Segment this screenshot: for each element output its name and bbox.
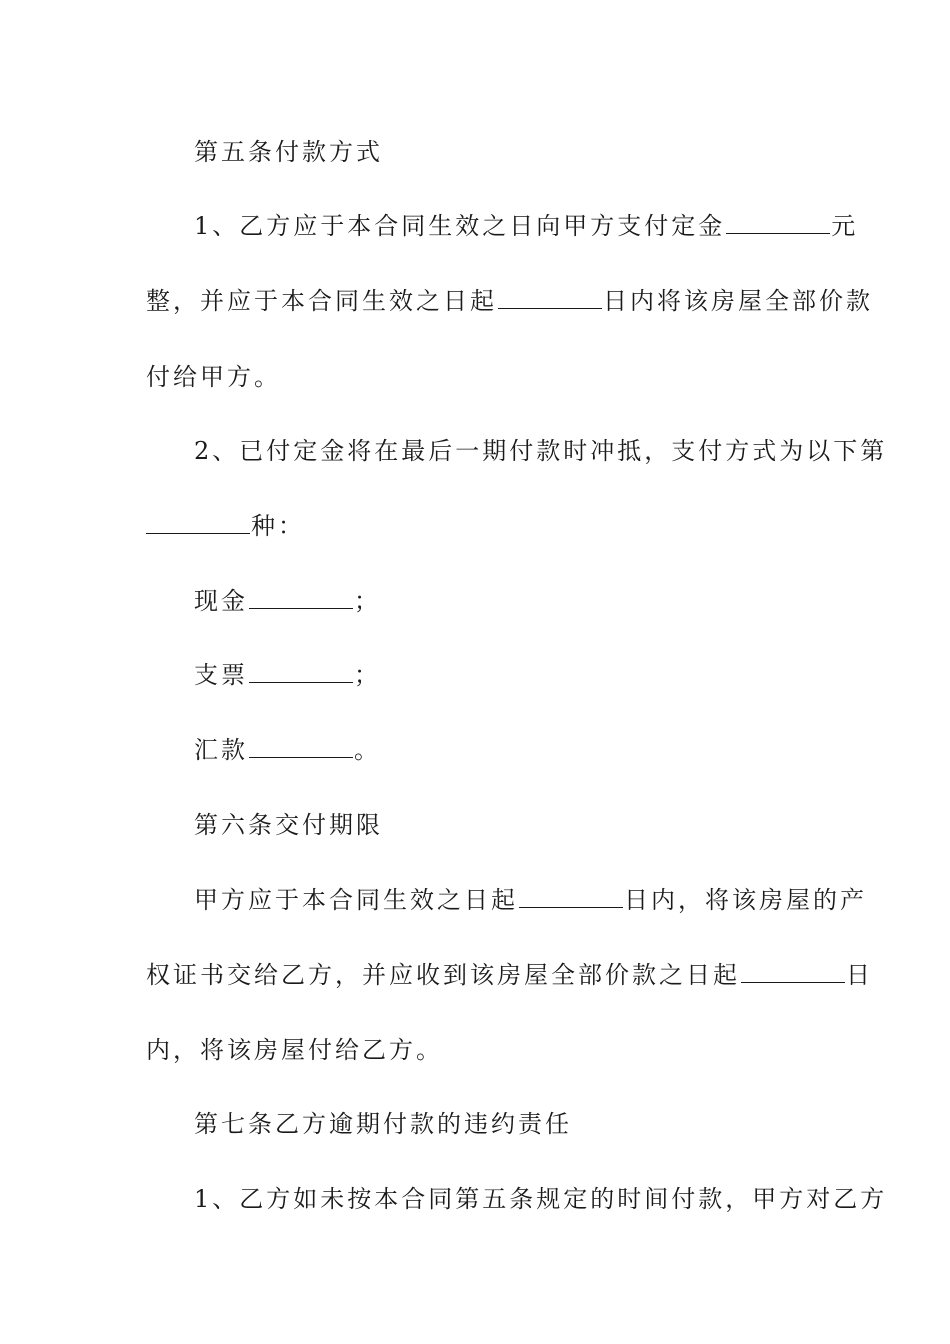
option-label: 支票 (194, 661, 248, 689)
text-segment: 权证书交给乙方，并应收到该房屋全部价款之日起 (146, 961, 740, 989)
text-segment: 甲方应于本合同生效之日起 (194, 886, 518, 914)
article-6-p1-line3 (146, 1035, 806, 1065)
text-segment: 日 (846, 961, 873, 989)
fill-in-blank-deposit[interactable] (726, 213, 830, 234)
text-segment: 2、已付定金将在最后一期付款时冲抵，支付方式为以下第 (194, 437, 888, 465)
option-end: ； (354, 587, 381, 615)
article-5-heading (194, 137, 806, 167)
text-segment: 内，将该房屋付给乙方。 (146, 1036, 443, 1064)
payment-option-cash (194, 586, 806, 616)
text-segment: 整，并应于本合同生效之日起 (146, 287, 497, 315)
text-segment: 日内，将该房屋的产 (624, 886, 867, 914)
option-label: 汇款 (194, 736, 248, 764)
article-6-p1-line2 (146, 960, 873, 990)
article-5-p1-line2 (146, 286, 873, 316)
fill-in-blank-remittance[interactable] (249, 737, 353, 758)
fill-in-blank-cheque[interactable] (249, 662, 353, 683)
fill-in-blank-cash[interactable] (249, 588, 353, 609)
article-5-p2-line2 (146, 511, 806, 541)
fill-in-blank-days[interactable] (498, 288, 602, 309)
text-segment: 种： (251, 512, 305, 540)
payment-option-cheque (194, 660, 806, 690)
article-6-heading-text: 第六条交付期限 (194, 811, 383, 839)
payment-option-remittance (194, 735, 806, 765)
text-segment: 日内将该房屋全部价款 (603, 287, 873, 315)
text-segment: 元 (831, 212, 859, 240)
text-segment: 1、乙方如未按本合同第五条规定的时间付款，甲方对乙方 (194, 1185, 888, 1213)
article-5-p2-line1 (194, 436, 888, 466)
fill-in-blank-payment-option[interactable] (146, 513, 250, 534)
text-segment: 1、乙方应于本合同生效之日向甲方支付定金 (194, 212, 726, 240)
article-7-heading (194, 1109, 806, 1139)
article-5-p1-line1 (194, 211, 859, 241)
article-6-p1-line1 (194, 885, 867, 915)
article-6-heading (194, 810, 806, 840)
article-5-heading-text: 第五条付款方式 (194, 138, 383, 166)
article-5-p1-line3 (146, 362, 806, 392)
option-label: 现金 (194, 587, 248, 615)
option-end: ； (354, 661, 381, 689)
article-7-heading-text: 第七条乙方逾期付款的违约责任 (194, 1110, 572, 1138)
article-7-p1-line1 (194, 1184, 888, 1214)
fill-in-blank-days[interactable] (741, 962, 845, 983)
fill-in-blank-days[interactable] (519, 887, 623, 908)
text-segment: 付给甲方。 (146, 363, 281, 391)
option-end: 。 (354, 736, 381, 764)
